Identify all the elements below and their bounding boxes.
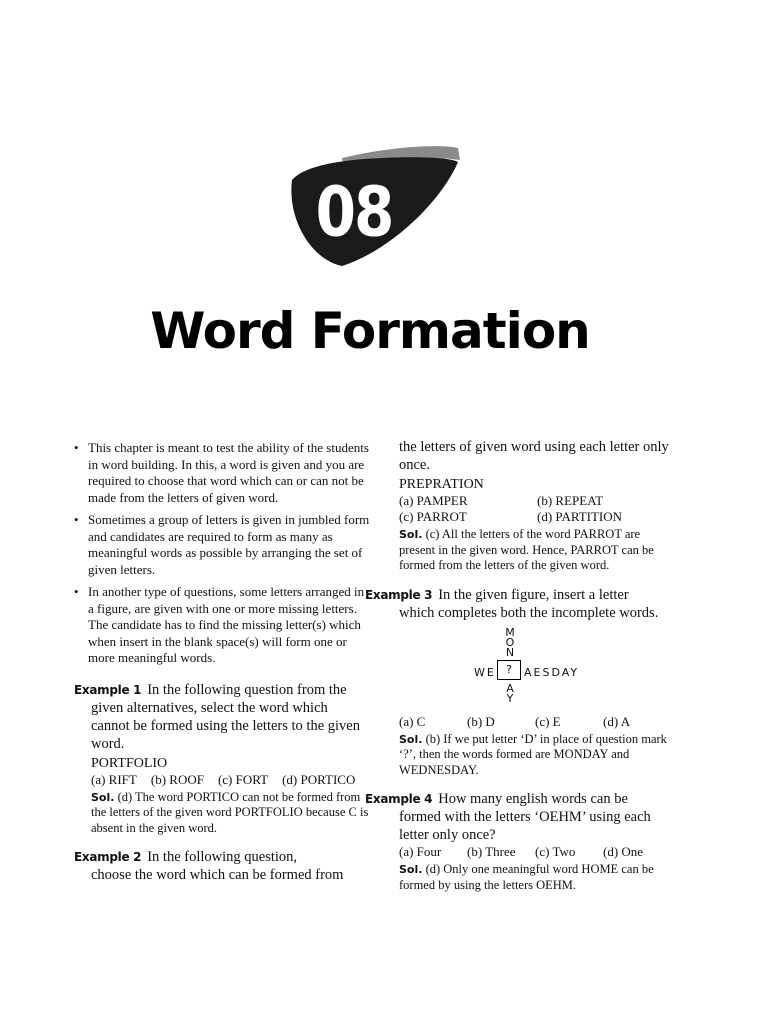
solution-text: (d) The word PORTICO can not be formed from the letters of the given word PORTFOLIO because C is absent in the given word. <box>91 789 369 835</box>
chapter-number: 08 <box>315 171 393 252</box>
example-label: Example 1 <box>74 682 142 697</box>
intro-list <box>74 440 370 667</box>
option-a: (a) PAMPER <box>399 493 468 508</box>
missing-letter-box: ? <box>497 660 521 680</box>
figure-right: AESDAY <box>524 665 580 679</box>
solution-text: (c) All the letters of the word PARROT are present in the given word. Hence, PARROT can be formed from the letters of the given word. <box>399 527 654 572</box>
figure-left: WE <box>474 665 496 679</box>
right-column <box>365 438 678 893</box>
solution <box>382 732 678 779</box>
example-question: How many english words can be <box>438 791 628 807</box>
option-b: (b) ROOF <box>150 771 204 787</box>
solution-text: (d) Only one meaningful word HOME can be formed by using the letters OEHM. <box>399 862 654 892</box>
figure-letter: A <box>506 681 514 695</box>
option-d: (d) PARTITION <box>537 509 623 524</box>
solution-label: Sol. <box>399 528 423 541</box>
intro-bullet: • This chapter is meant to test the ability of the students in word building. In this, a word is given and you are required to choose that word which can or can not be made from the letters of given word. <box>74 440 370 506</box>
example-question-rest: given alternatives, select the word which cannot be formed using the letters to the given word. <box>91 699 360 752</box>
option-c: (c) Two <box>535 844 576 859</box>
given-word: PREPRATION <box>399 477 484 492</box>
option-d: (d) A <box>603 713 631 729</box>
figure-letter: N <box>505 645 515 659</box>
given-word: PORTFOLIO <box>91 755 168 771</box>
example-question: In the following question from the <box>147 681 347 698</box>
options <box>74 772 370 788</box>
options <box>382 493 678 525</box>
figure-top <box>500 625 520 659</box>
example-question-rest: choose the word which can be formed from <box>91 867 344 883</box>
example-2-continued <box>382 438 678 574</box>
example-4 <box>365 790 678 893</box>
intro-bullet: • In another type of questions, some letters arranged in a figure, are given with one or more missing letters. The candidate has to find the missing letter(s) which when insert in the blank space(s) will form one or more meaningful words. <box>74 584 370 667</box>
example-question: In the given figure, insert a letter <box>438 586 629 603</box>
figure-letter: Y <box>506 691 514 705</box>
example-label: Example 4 <box>365 792 433 806</box>
example-question-cont: the letters of given word using each letter only once. <box>399 439 669 473</box>
option-b: (b) D <box>467 713 495 729</box>
chapter-badge <box>282 140 462 270</box>
figure-bottom <box>500 681 520 705</box>
option-c: (c) E <box>535 713 561 729</box>
solution-label: Sol. <box>399 863 423 876</box>
letter-figure <box>382 625 678 714</box>
solution-label: Sol. <box>91 790 115 804</box>
example-question-rest: which completes both the incomplete words. <box>399 604 659 621</box>
solution <box>74 790 370 837</box>
option-a: (a) RIFT <box>91 771 137 787</box>
option-a: (a) C <box>399 713 426 729</box>
example-2 <box>74 848 370 884</box>
option-d: (d) PORTICO <box>282 771 356 787</box>
options <box>382 844 678 860</box>
figure-letter: M <box>505 625 515 639</box>
option-d: (d) One <box>603 844 644 859</box>
example-label: Example 2 <box>74 850 142 864</box>
example-1 <box>74 681 370 837</box>
options <box>382 714 678 730</box>
example-label: Example 3 <box>365 587 433 602</box>
example-question-rest: formed with the letters ‘OEHM’ using each letter only once? <box>399 809 651 843</box>
solution-label: Sol. <box>399 732 423 746</box>
example-question: In the following question, <box>147 849 298 865</box>
left-column <box>74 440 370 884</box>
intro-bullet: • Sometimes a group of letters is given in jumbled form and candidates are required to form as many as meaningful words as possible by arranging the set of given letters. <box>74 512 370 578</box>
solution-text: (b) If we put letter ‘D’ in place of question mark ‘?’, then the words formed are MONDAY and WEDNESDAY. <box>399 731 667 777</box>
option-b: (b) Three <box>467 844 516 859</box>
solution <box>382 862 678 893</box>
option-a: (a) Four <box>399 844 442 859</box>
option-c: (c) PARROT <box>399 509 467 524</box>
chapter-title: Word Formation <box>150 302 590 360</box>
option-b: (b) REPEAT <box>537 493 604 508</box>
example-3 <box>365 586 678 779</box>
figure-letter: O <box>505 635 515 649</box>
option-c: (c) FORT <box>217 771 269 787</box>
solution <box>382 527 678 574</box>
